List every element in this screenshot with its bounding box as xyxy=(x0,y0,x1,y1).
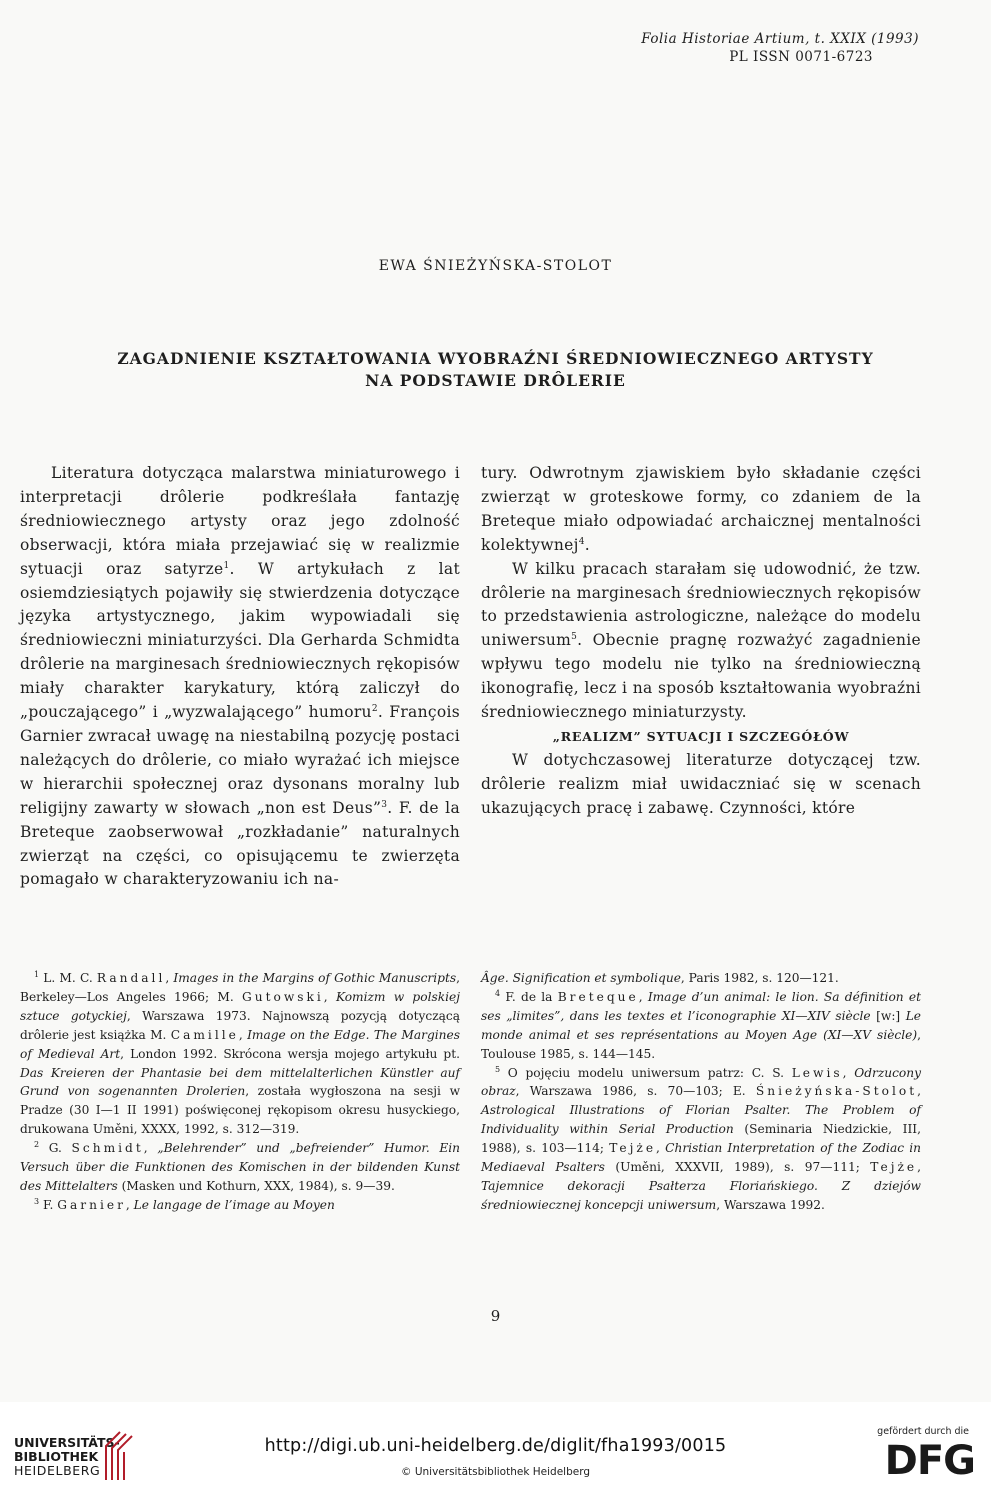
journal-header xyxy=(641,30,919,66)
body-paragraph: W dotychczasowej literaturze dotyczącej tzw. drôlerie realizm miał uwidaczniać się w scenach ukazujących pracę i zabawę. Czynności, które xyxy=(481,750,921,817)
footer-bar xyxy=(0,1402,991,1490)
body-column-right xyxy=(481,462,921,821)
footnote: $^3$ F. Garnier, Le langage de l’image au Moyen xyxy=(34,1196,335,1212)
page-number: 9 xyxy=(490,1307,501,1325)
library-logo-text: UNIVERSITÄTS- BIBLIOTHEK HEIDELBERG xyxy=(14,1435,120,1478)
source-url-link[interactable]: http://digi.ub.uni-heidelberg.de/diglit/fha1993/0015 xyxy=(264,1436,727,1456)
title-line-1: ZAGADNIENIE KSZTAŁTOWANIA WYOBRAŹNI ŚREDNIOWIECZNEGO ARTYSTY xyxy=(117,349,874,368)
footnote: $^1$ L. M. C. Randall, Images in the Margins of Gothic Manuscripts, Berkeley—Los Angeles 1966; M. Gutowski, Komizm w polskiej sztuce gotyckiej, Warszawa 1973. Najnowszą pozycją dotyczącą drôlerie jest książka M. Camille, Image on the Edge. The Margines of Medieval Art, London 1992. Skrócona wersja mojego artykułu pt. Das Kreieren der Phantasie bei dem mittelalterlichen Künstler auf Grund von sogenannten Drolerien, została wygłoszona na sesji w Pradze (30 I—1 II 1991) poświęconej rękopisom okresu husyckiego, drukowana Uměni, XXXX, 1992, s. 312—319. xyxy=(20,969,460,1137)
sponsor-label: gefördert durch die xyxy=(877,1426,969,1437)
footnote: $^4$ F. de la Breteque, Image d’un animal: le lion. Sa définition et ses „limites”, dans les textes et l’iconographie XI—XIV siècle [w:] Le monde animal et ses représentations au Moyen Age (XI—XV siècle), Toulouse 1985, s. 144—145. xyxy=(481,988,921,1061)
body-paragraph: W kilku pracach starałam się udowodnić, że tzw. drôlerie na marginesach średniowiecznych rękopisów to przedstawienia astrologiczne, należące do modelu uniwersum$^5$. Obecnie pragnę rozważyć zagadnienie wpływu tego modelu nie tylko na średniowieczną ikonografię, lecz i na sposób kształtowania wyobraźni średniowiecznego miniaturzysty. xyxy=(481,559,921,722)
footnote: $^2$ G. Schmidt, „Belehrender” und „befreiender” Humor. Ein Versuch über die Funktionen des Komischen in der bildenden Kunst des Mittelalters (Masken und Kothurn, XXX, 1984), s. 9—39. xyxy=(20,1140,460,1193)
footnote-continuation: Âge. Signification et symbolique, Paris 1982, s. 120—121. xyxy=(481,971,839,985)
footnote-ref: 2 xyxy=(371,703,378,714)
article-author: EWA ŚNIEŻYŃSKA-STOLOT xyxy=(378,258,613,274)
footnote-ref: 4 xyxy=(578,536,585,547)
journal-title: Folia Historiae Artium, t. XXIX (1993) xyxy=(641,31,919,47)
footnotes-right xyxy=(481,969,921,1215)
body-paragraph: tury. Odwrotnym zjawiskiem było składanie części zwierząt w groteskowe formy, co zdaniem de la Breteque miało odpowiadać archaicznej mentalności kolektywnej$^4$. xyxy=(481,464,921,554)
footnote: $^5$ O pojęciu modelu uniwersum patrz: C. S. Lewis, Odrzucony obraz, Warszawa 1986, s. 70—103; E. Śnieżyńska-Stolot, Astrological Illustrations of Florian Psalter. The Problem of Individuality within Serial Production (Seminaria Niedzickie, III, 1988), s. 103—114; Tejże, Christian Interpretation of the Zodiac in Mediaeval Psalters (Uměni, XXXVII, 1989), s. 97—111; Tejże, Tajemnice dekoracji Psałterza Floriańskiego. Z dziejów średniowiecznej koncepcji uniwersum, Warszawa 1992. xyxy=(481,1064,922,1212)
footnotes-left xyxy=(20,969,460,1215)
journal-issn: PL ISSN 0071-6723 xyxy=(729,49,873,65)
section-heading: „REALIZM” SYTUACJI I SZCZEGÓŁÓW xyxy=(552,728,850,744)
copyright-notice: © Universitätsbibliothek Heidelberg xyxy=(400,1466,590,1478)
article-title xyxy=(60,348,931,392)
footnote-ref: 1 xyxy=(223,560,230,571)
body-column-left xyxy=(20,462,460,892)
title-line-2: NA PODSTAWIE DRÔLERIE xyxy=(365,371,626,390)
footnote-ref: 3 xyxy=(381,799,388,810)
footnote-ref: 5 xyxy=(571,632,578,643)
body-paragraph: Literatura dotycząca malarstwa miniaturowego i interpretacji drôlerie podkreślała fantazję średniowiecznego artysty oraz jego zdolność obserwacji, która miała przejawiać się w realizmie sytuacji oraz satyrze$^1$. W artykułach z lat osiemdziesiątych pojawiły się stwierdzenia dotyczące języka artystycznego, jakim wypowiadali się średniowieczni miniaturzyści. Dla Gerharda Schmidta drôlerie na marginesach średniowiecznych rękopisów miały charakter karykatury, którą zaliczył do „pouczającego” i „wyzwalającego” humoru$^2$. François Garnier zwracał uwagę na niestabilną pozycję postaci należących do drôlerie, co miało wyrażać ich miejsce w hierarchii społecznej oraz dysonans moralny lub religijny zawarty w słowach „non est Deus”$^3$. F. de la Breteque zaobserwował „rozkładanie” naturalnych zwierząt na części, co opisującemu te zwierzęta pomagało w charakteryzowaniu ich na- xyxy=(20,464,460,889)
dfg-logo: DFG xyxy=(884,1438,975,1484)
